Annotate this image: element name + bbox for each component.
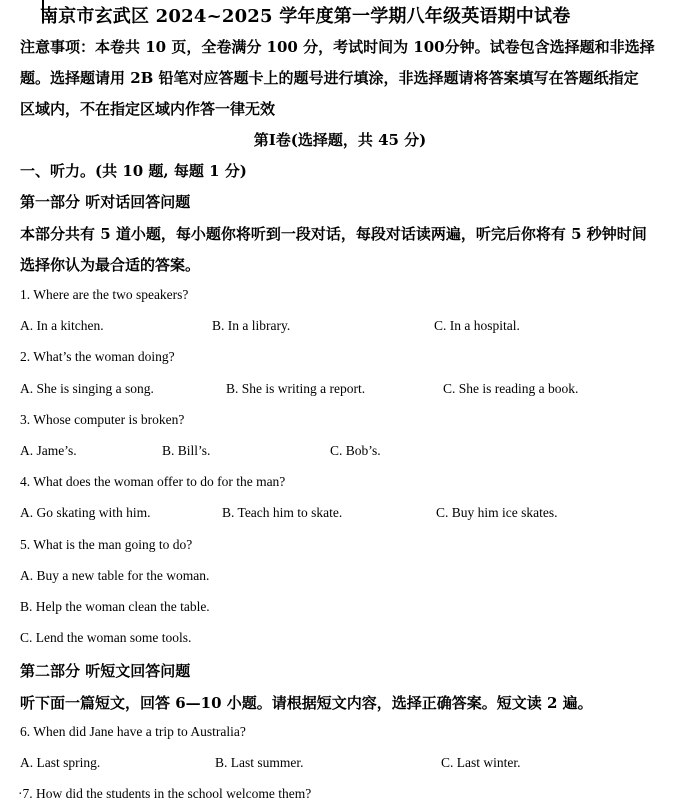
question-5: 5. What is the man going to do? [20,537,193,552]
q2-option-b: B. She is writing a report. [226,381,366,396]
notice-line-1: 注意事项：本卷共 10 页，全卷满分 100 分，考试时间为 100分钟。试卷包含选择题和非选择 [20,38,655,56]
q1-option-a: A. In a kitchen. [20,318,104,333]
q6-option-a: A. Last spring. [20,755,101,770]
q6-option-c: C. Last winter. [441,755,521,770]
notice-line-2: 题。选择题请用 2B 铅笔对应答题卡上的题号进行填涂，非选择题请将答案填写在答题纸指定 [20,69,639,87]
question-4: 4. What does the woman offer to do for the man? [20,474,286,489]
q5-option-b: B. Help the woman clean the table. [20,599,210,614]
exam-title: 南京市玄武区 2024~2025 学年度第一学期八年级英语期中试卷 [40,6,571,27]
part1-instruction-2: 选择你认为最合适的答案。 [20,256,201,274]
q3-option-b: B. Bill’s. [162,443,211,458]
part2-heading: 第二部分 听短文回答问题 [20,662,191,680]
q1-option-c: C. In a hospital. [434,318,520,333]
part1-instruction-1: 本部分共有 5 道小题，每小题你将听到一段对话，每段对话读两遍，听完后你将有 5 秒钟时间 [20,225,647,243]
q5-option-c: C. Lend the woman some tools. [20,630,192,645]
q3-option-a: A. Jame’s. [20,443,77,458]
part2-instruction: 听下面一篇短文，回答 6—10 小题。请根据短文内容，选择正确答案。短文读 2 遍。 [20,694,593,712]
q4-option-a: A. Go skating with him. [20,505,151,520]
notice-line-3: 区域内，不在指定区域内作答一律无效 [20,100,276,118]
q6-option-b: B. Last summer. [215,755,304,770]
volume-heading: 第Ⅰ卷(选择题，共 45 分) [253,131,427,149]
q2-option-a: A. She is singing a song. [20,381,154,396]
question-7: ·7. How did the students in the school welcome them? [18,786,312,801]
q5-option-a: A. Buy a new table for the woman. [20,568,210,583]
q2-option-c: C. She is reading a book. [443,381,579,396]
question-2: 2. What’s the woman doing? [20,349,175,364]
question-1: 1. Where are the two speakers? [20,287,189,302]
part1-heading: 第一部分 听对话回答问题 [20,193,191,211]
q4-option-b: B. Teach him to skate. [222,505,343,520]
question-6: 6. When did Jane have a trip to Australia? [20,724,246,739]
q1-option-b: B. In a library. [212,318,291,333]
question-3: 3. Whose computer is broken? [20,412,185,427]
section-listening-heading: 一、听力。(共 10 题, 每题 1 分) [20,162,247,180]
q3-option-c: C. Bob’s. [330,443,381,458]
q4-option-c: C. Buy him ice skates. [436,505,558,520]
